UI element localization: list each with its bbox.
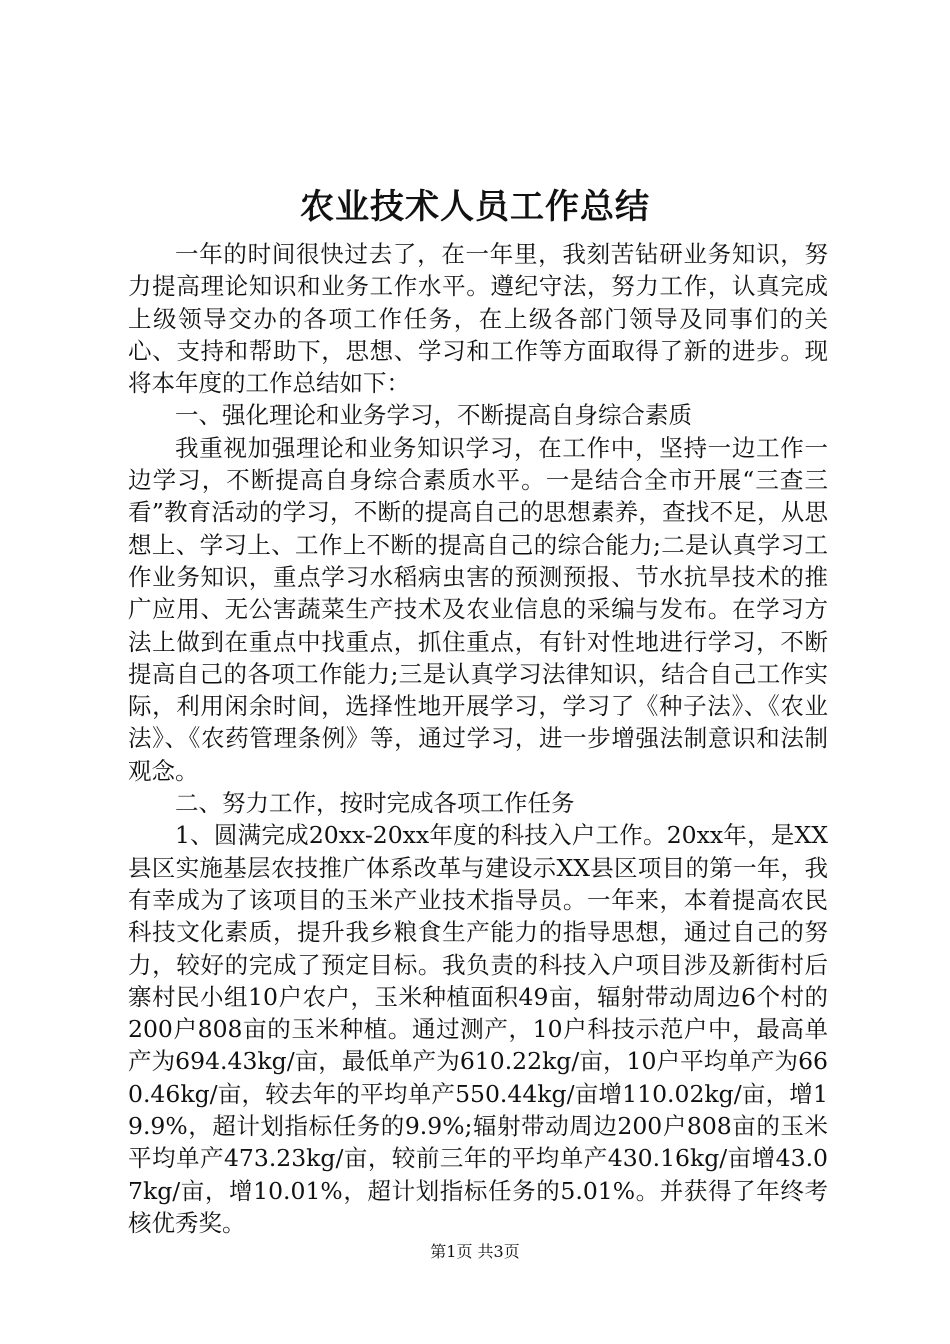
section-1-paragraph: 我重视加强理论和业务知识学习，在工作中，坚持一边工作一边学习，不断提高自身综合素质水平。一是结合全市开展“三查三看”教育活动的学习，不断的提高自己的思想素养，查找不足，从思想上、学习上、工作上不断的提高自己的综合能力;二是认真学习工作业务知识，重点学习水稻病虫害的预测预报、节水抗旱技术的推广应用、无公害蔬菜生产技术及农业信息的采编与发布。在学习方法上做到在重点中找重点，抓住重点，有针对性地进行学习，不断提高自己的各项工作能力;三是认真学习法律知识，结合自己工作实际，利用闲余时间，选择性地开展学习，学习了《种子法》、《农业法》、《农药管理条例》等，通过学习，进一步增强法制意识和法制观念。: [128, 433, 828, 785]
document-title: 农业技术人员工作总结: [300, 187, 650, 227]
section-heading-1: 一、强化理论和业务学习，不断提高自身综合素质: [175, 401, 692, 430]
intro-paragraph: 一年的时间很快过去了，在一年里，我刻苦钻研业务知识，努力提高理论知识和业务工作水平。遵纪守法，努力工作，认真完成上级领导交办的各项工作任务，在上级各部门领导及同事们的关心、支持和帮助下，思想、学习和工作等方面取得了新的进步。现将本年度的工作总结如下：: [128, 240, 828, 398]
document-body: [128, 238, 828, 1239]
section-heading-2: 二、努力工作，按时完成各项工作任务: [175, 789, 575, 818]
page-number-footer: 第1页 共3页: [430, 1242, 520, 1261]
section-2-paragraph: 1、圆满完成20xx-20xx年度的科技入户工作。20xx年，是XX县区实施基层农技推广体系改革与建设示XX县区项目的第一年，我有幸成为了该项目的玉米产业技术指导员。一年来，本着提高农民科技文化素质，提升我乡粮食生产能力的指导思想，通过自己的努力，较好的完成了预定目标。我负责的科技入户项目涉及新街村后寨村民小组10户农户，玉米种植面积49亩，辐射带动周边6个村的200户808亩的玉米种植。通过测产，10户科技示范户中，最高单产为694.43kg/亩，最低单产为610.22kg/亩，10户平均单产为660.46kg/亩，较去年的平均单产550.44kg/亩增110.02kg/亩，增19.9%，超计划指标任务的9.9%;辐射带动周边200户808亩的玉米平均单产473.23kg/亩，较前三年的平均单产430.16kg/亩增43.07kg/亩，增10.01%，超计划指标任务的5.01%。并获得了年终考核优秀奖。: [128, 821, 828, 1237]
